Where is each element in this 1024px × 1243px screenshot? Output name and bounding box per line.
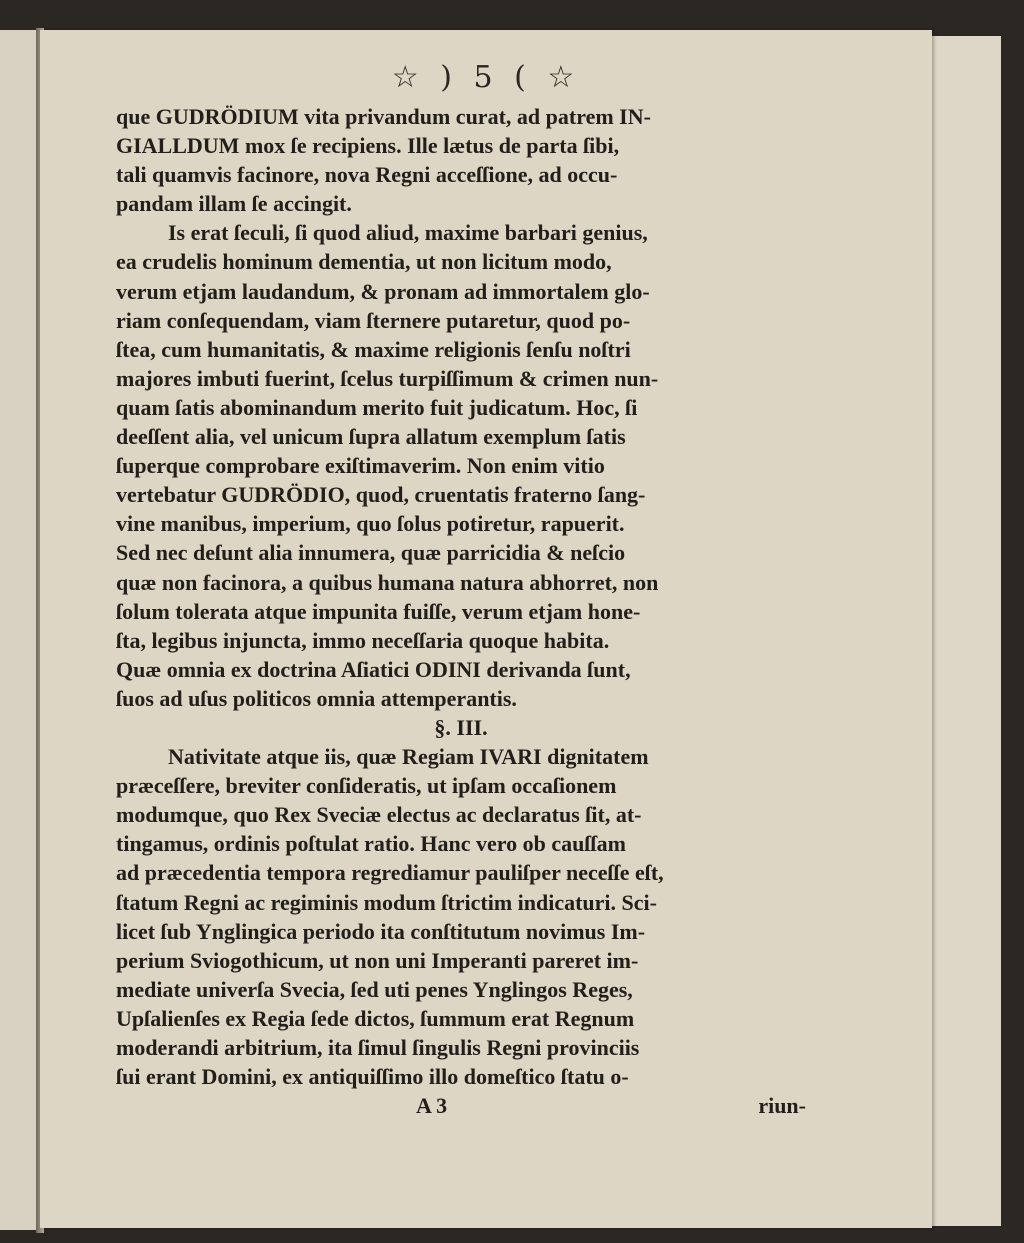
catchword: riun- xyxy=(758,1093,806,1119)
text-line: ad præcedentia tempora regrediamur pauliſper neceſſe eſt, xyxy=(116,860,664,886)
text-line: vine manibus, imperium, quo ſolus potiretur, rapuerit. xyxy=(116,511,625,537)
underlying-page-edge xyxy=(930,36,1001,1226)
paragraph-start-line: Nativitate atque iis, quæ Regiam IVARI dignitatem xyxy=(168,744,649,770)
text-line: ſuperque comprobare exiſtimaverim. Non enim vitio xyxy=(116,453,605,479)
text-line: quam ſatis abominandum merito fuit judicatum. Hoc, ſi xyxy=(116,394,638,420)
text-line: verum etjam laudandum, & pronam ad immortalem glo- xyxy=(116,278,650,304)
text-line: Sed nec deſunt alia innumera, quæ parricidia & neſcio xyxy=(116,540,626,566)
text-line: tali quamvis facinore, nova Regni acceſſione, ad occu- xyxy=(116,162,618,188)
text-line: moderandi arbitrium, ita ſimul ſingulis Regni provinciis xyxy=(116,1035,640,1060)
text-line: ſuos ad uſus politicos omnia attemperantis. xyxy=(116,685,517,711)
text-line: modumque, quo Rex Sveciæ electus ac declaratus ſit, at- xyxy=(116,802,642,828)
page-header: ☆ ) 5 ( ☆ xyxy=(391,60,581,95)
text-line: ſtatum Regni ac regiminis modum ſtrictim indicaturi. Sci- xyxy=(116,889,657,915)
paragraph-start-line: Is erat ſeculi, ſi quod aliud, maxime barbari genius, xyxy=(168,220,648,246)
text-line: ſtea, cum humanitatis, & maxime religionis ſenſu noſtri xyxy=(116,336,631,362)
text-line: licet ſub Ynglingica periodo ita conſtitutum novimus Im- xyxy=(116,918,646,944)
text-line: ſui erant Domini, ex antiquiſſimo illo domeſtico ſtatu o- xyxy=(116,1064,629,1090)
text-line: ſta, legibus injuncta, immo neceſſaria quoque habita. xyxy=(116,627,610,653)
text-line: ſolum tolerata atque impunita fuiſſe, verum etjam hone- xyxy=(116,598,641,624)
text-line: que GUDRÖDIUM vita privandum curat, ad patrem IN- xyxy=(116,104,651,129)
text-line: riam conſequendam, viam ſternere putaretur, quod po- xyxy=(116,307,631,333)
text-line: præceſſere, breviter conſideratis, ut ipſam occaſionem xyxy=(116,773,617,799)
text-line: majores imbuti fuerint, ſcelus turpiſſimum & crimen nun- xyxy=(116,365,659,391)
text-line: GIALLDUM mox ſe recipiens. Ille lætus de parta ſibi, xyxy=(116,133,620,159)
text-line: quæ non facinora, a quibus humana natura abhorret, non xyxy=(116,569,659,595)
page-body xyxy=(116,102,806,1120)
text-line: pandam illam ſe accingit. xyxy=(116,191,352,217)
text-line: mediate univerſa Svecia, ſed uti penes Ynglingos Reges, xyxy=(116,976,633,1002)
text-line: tingamus, ordinis poſtulat ratio. Hanc vero ob cauſſam xyxy=(116,831,626,857)
text-line: Quæ omnia ex doctrina Aſiatici ODINI derivanda ſunt, xyxy=(116,656,631,682)
text-line: Upſalienſes ex Regia ſede dictos, ſummum erat Regnum xyxy=(116,1005,635,1031)
text-line: ea crudelis hominum dementia, ut non licitum modo, xyxy=(116,249,612,275)
text-line: deeſſent alia, vel unicum ſupra allatum exemplum ſatis xyxy=(116,424,626,450)
section-heading: §. III. xyxy=(434,714,488,740)
signature-mark: A 3 xyxy=(416,1093,448,1119)
text-line: vertebatur GUDRÖDIO, quod, cruentatis fraterno ſang- xyxy=(116,482,646,508)
page-footer xyxy=(116,1091,806,1120)
book-page xyxy=(40,30,932,1228)
text-line: perium Sviogothicum, ut non uni Imperanti pareret im- xyxy=(116,947,639,973)
